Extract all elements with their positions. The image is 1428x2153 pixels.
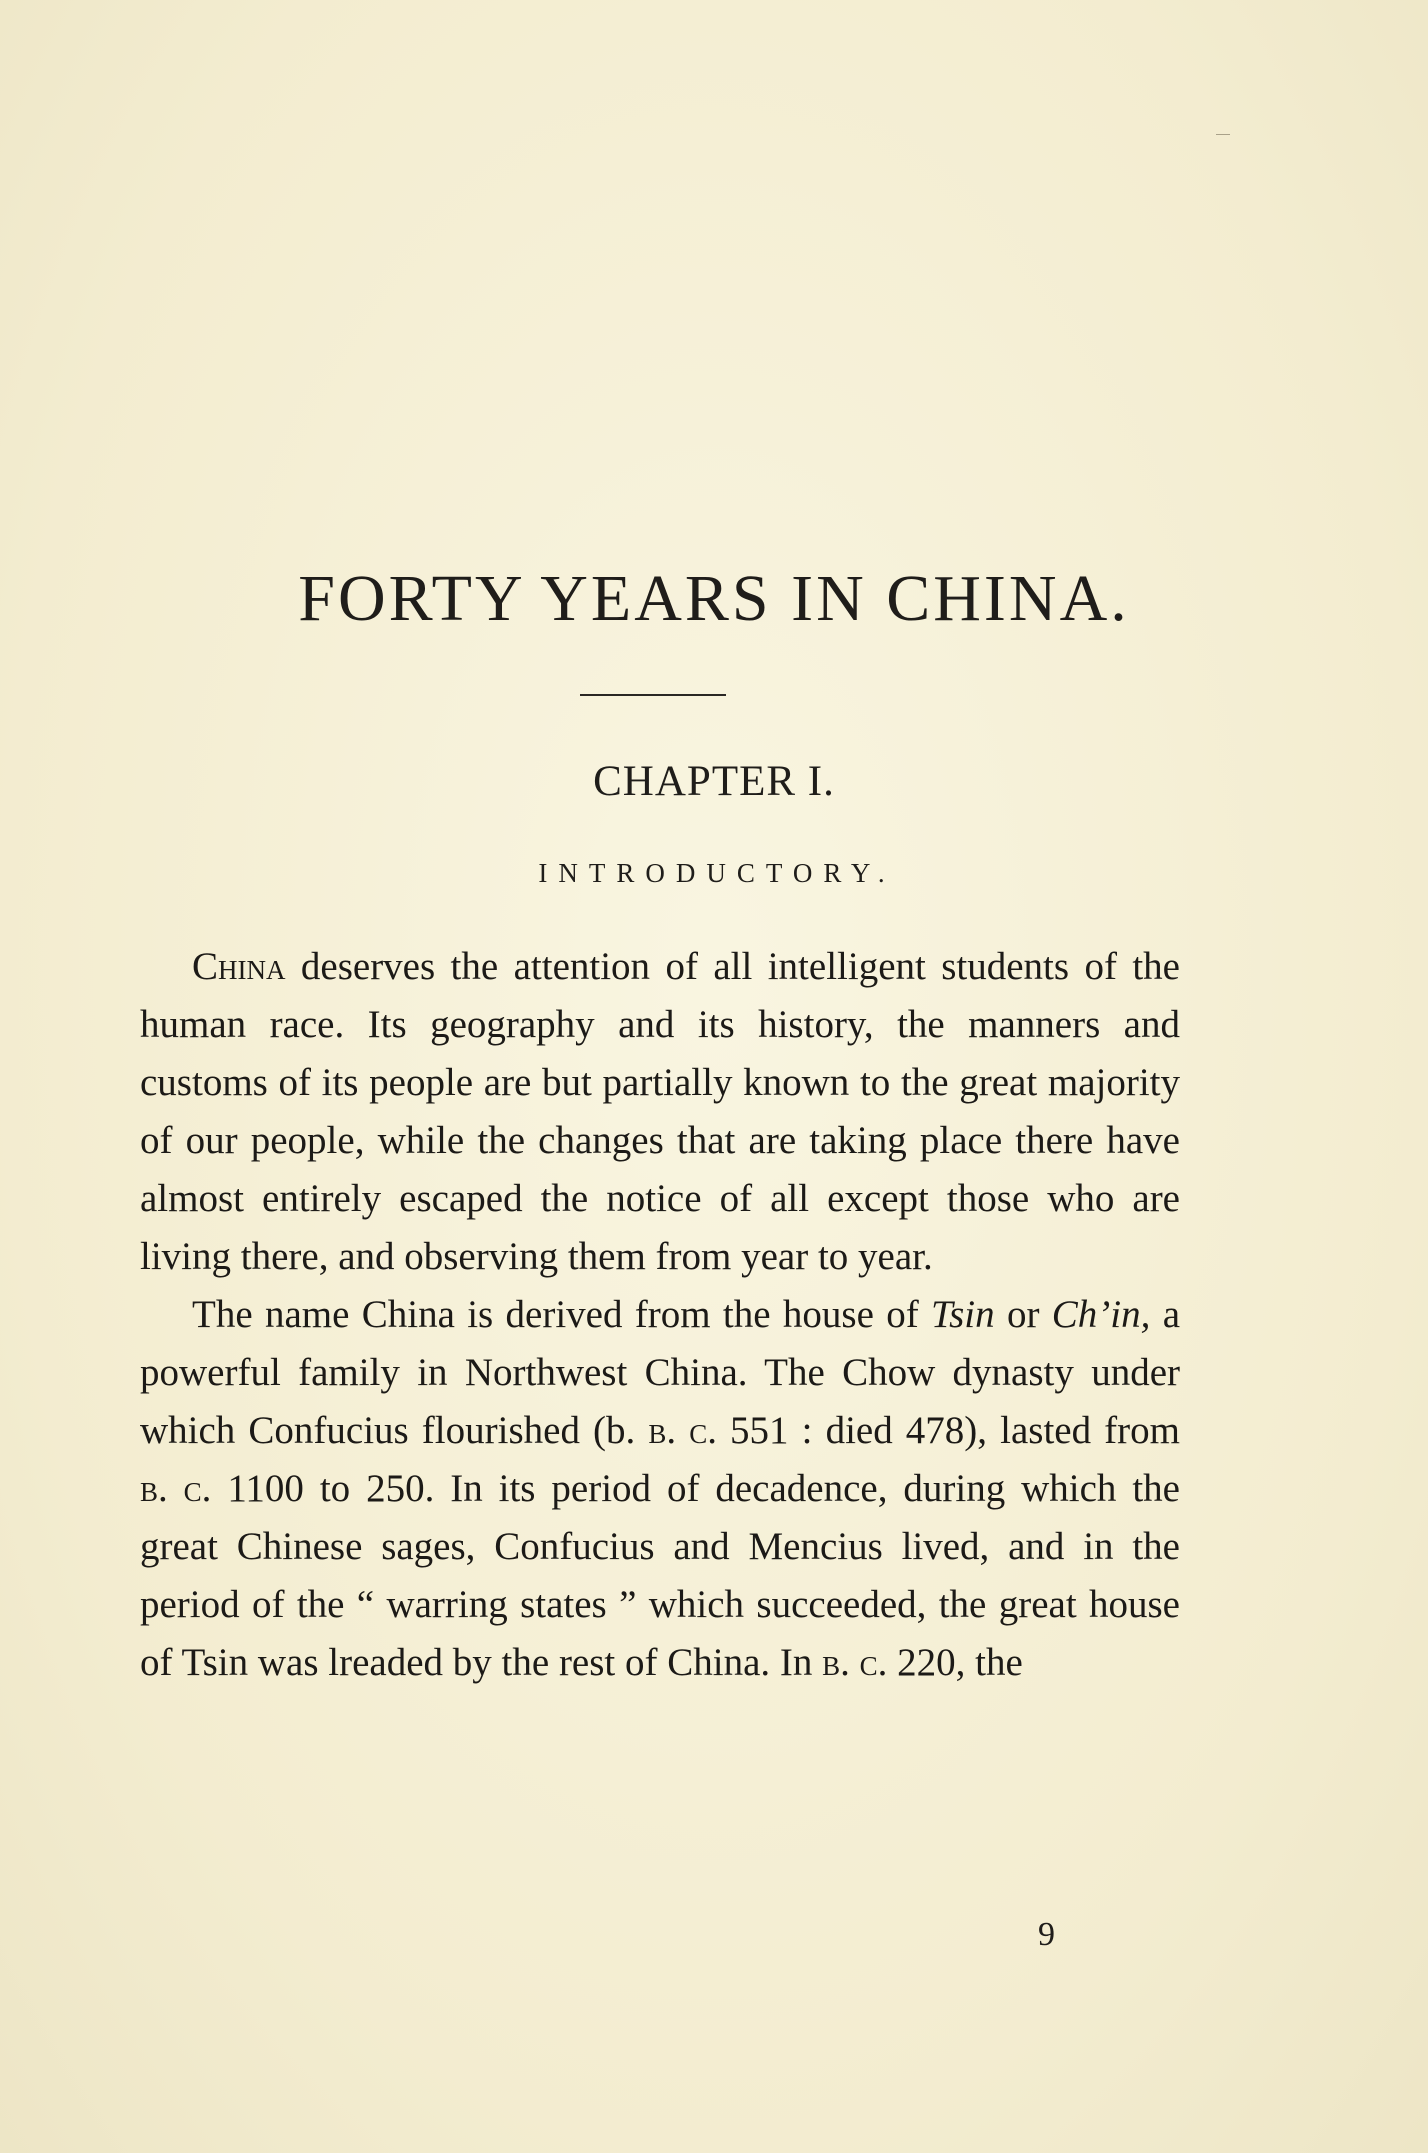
paragraph-lead: China: [192, 945, 286, 988]
page-number: 9: [1038, 1916, 1055, 1953]
paragraph-text: deserves the attention of all intelligent students of the human race. Its geography and its history, the manners and customs of its people are but partially known to the great majority of our people, while the changes that are taking place there have almost entirely escaped the notice of all except those who are living there, and observing them from year to year.: [140, 945, 1180, 1278]
paragraph-text: a powerful family in Northwest China. The Chow dynasty under which Confucius flourished (b.: [140, 1293, 1181, 1452]
title-divider: [580, 694, 726, 696]
paragraph-2: [140, 1286, 1180, 1692]
era-abbreviation: b. c.: [140, 1467, 212, 1510]
paragraph-text: The name China is derived from the house of: [192, 1293, 932, 1336]
page-mark: [1216, 134, 1230, 135]
era-abbreviation: b. c.: [648, 1409, 717, 1452]
era-abbreviation: b. c.: [822, 1641, 888, 1684]
paragraph-text: 551 : died 478), lasted from: [716, 1409, 1180, 1452]
book-title: FORTY YEARS IN CHINA.: [298, 562, 1130, 635]
paragraph-text: 220, the: [887, 1641, 1023, 1684]
body-text: [140, 938, 1180, 1692]
italic-term: Tsin: [931, 1293, 995, 1336]
chapter-subtitle: INTRODUCTORY.: [538, 858, 896, 888]
chapter-title: CHAPTER I.: [593, 758, 835, 805]
paragraph-text: or: [994, 1293, 1052, 1336]
paragraph-text: 1100 to 250. In its period of decadence, during which the great Chinese sages, Confucius and Mencius lived, and in the period of the “ warring states ” which succeeded, the great house of Tsin was lreaded by the rest of China. In: [140, 1467, 1180, 1684]
paragraph-1: [140, 938, 1180, 1286]
italic-term: Ch’in,: [1051, 1293, 1151, 1336]
